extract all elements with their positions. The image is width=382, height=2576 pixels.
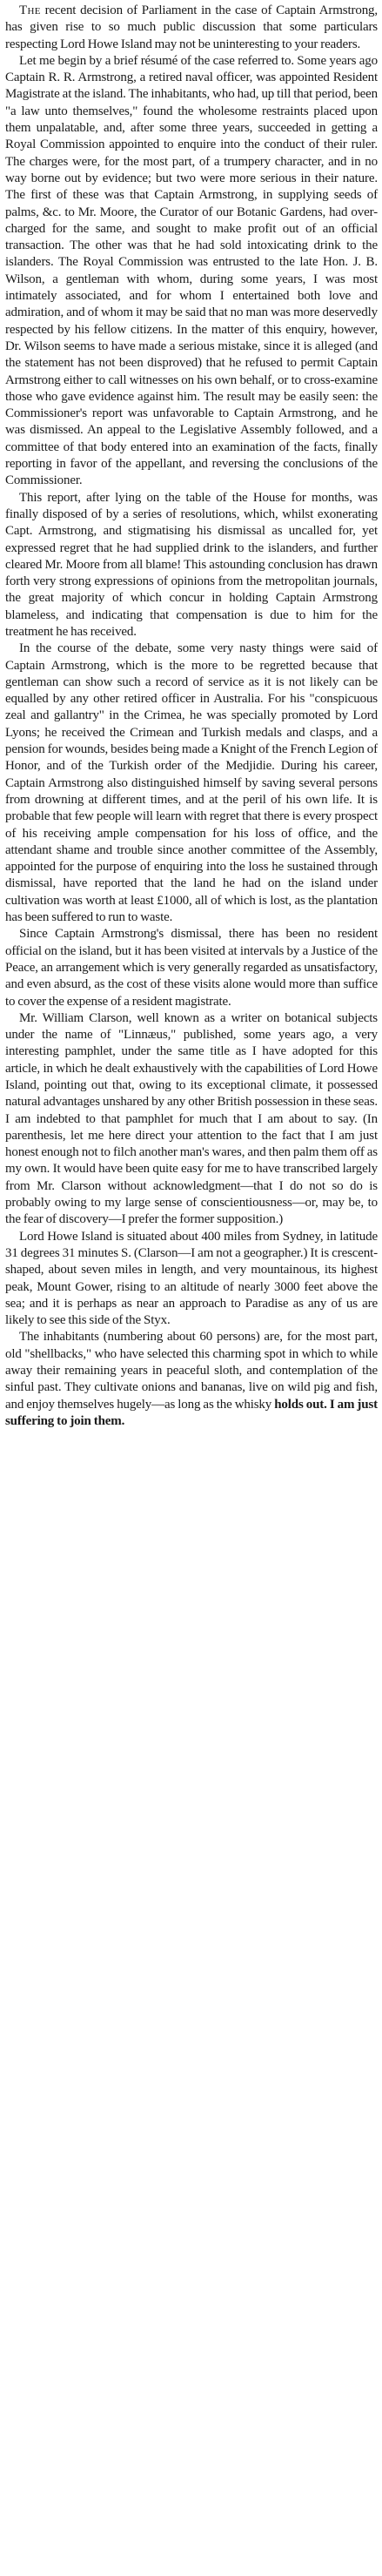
article-paragraph-8 [5,1329,378,1430]
paragraph-8-bold-ending: holds out. I am just suffering to join them. [5,1397,378,1428]
article-paragraph-6: Mr. William Clarson, well known as a writer on botanical subjects under the name of "Linnæus," published, some years ago, a very interesting pamphlet, under the same title as I have adopted for this article, in which he dealt exhaustively with the capabilities of Lord Howe Island, pointing out that, owing to its exceptional climate, it possessed natural advantages unshared by any other British possession in these seas. I am indebted to that pamphlet for much that I am about to say. (In parenthesis, let me here direct your attention to the fact that I am just honest enough not to filch another man's wares, and then palm them off as my own. It would have been quite easy for me to have transcribed largely from Mr. Clarson without acknowledgment—that I do not so do is probably owing to my large sense of conscientiousness—or, may be, to the fear of discovery—I prefer the former supposition.) [5,1010,378,1227]
article-paragraph-1 [5,3,378,53]
paragraph-8-text: The inhabitants (numbering about 60 persons) are, for the most part, old "shellbacks," who have selected this charming spot in which to while away their remaining years in peaceful sloth, and contemplation of the sinful past. They cultivate onions and bananas, live on wild pig and fish, and enjoy themselves hugely—as long as the whisky [5,1330,378,1412]
paragraph-1-text: recent decision of Parliament in the case of Captain Armstrong, has given rise to so much public discussion that some particulars respecting Lord Howe Island may not be uninteresting to your readers. [5,3,378,51]
article-paragraph-7: Lord Howe Island is situated about 400 miles from Sydney, in latitude 31 degrees 31 minutes S. (Clarson—I am not a geographer.) It is crescent-shaped, about seven miles in length, and very mountainous, its highest peak, Mount Gower, rising to an altitude of nearly 3000 feet above the sea; and it is perhaps as near an approach to Paradise as any of us are likely to see this side of the Styx. [5,1229,378,1328]
article-paragraph-3: This report, after lying on the table of the House for months, was finally disposed of by a series of resolutions, which, whilst exonerating Capt. Armstrong, and stigmatising his dismissal as uncalled for, yet expressed regret that he had supplied drink to the islanders, and further cleared Mr. Moore from all blame! This astounding conclusion has drawn forth very strong expressions of opinions from the metropolitan journals, the great majority of which concur in holding Captain Armstrong blameless, and indicating that compensation is due to him for the treatment he has received. [5,490,378,639]
article-paragraph-4: In the course of the debate, some very nasty things were said of Captain Armstrong, which is the more to be regretted because that gentleman can show such a record of service as it is not likely can be equalled by any other retired officer in Australia. For his "conspicuous zeal and gallantry" in the Crimea, he was specially promoted by Lord Lyons; he received the Crimean and Turkish medals and clasps, and a pension for wounds, besides being made a Knight of the French Legion of Honor, and of the Turkish order of the Medjidie. During his career, Captain Armstrong also distinguished himself by saving several persons from drowning at different times, and at the peril of his own life. It is probable that few people will learn with regret that there is every prospect of his receiving ample compensation for his loss of office, and the attendant shame and trouble since another committee of the Assembly, appointed for the purpose of enquiring into the loss he sustained through dismissal, have reported that the land he had on the island under cultivation was worth at least £1000, all of which is lost, as the plantation has been suffered to run to waste. [5,641,378,925]
opening-word: The [19,3,41,17]
article-paragraph-5: Since Captain Armstrong's dismissal, there has been no resident official on the island, but it has been visited at intervals by a Justice of the Peace, an arrangement which is very generally regarded as unsatisfactory, and even absurd, as the cost of these visits alone would more than suffice to cover the expense of a resident magistrate. [5,927,378,1009]
article-paragraph-2: Let me begin by a brief résumé of the case referred to. Some years ago Captain R. R. Armstrong, a retired naval officer, was appointed Resident Magistrate at the island. The inhabitants, who had, up till that period, been "a law unto themselves," found the wholesome restraints placed upon them unpalatable, and, after some three years, succeeded in getting a Royal Commission appointed to enquire into the conduct of their ruler. The charges were, for the most part, of a trumpery character, and in no way borne out by evidence; but two were more serious in their nature. The first of these was that Captain Armstrong, in supplying seeds of palms, &c. to Mr. Moore, the Curator of our Botanic Gardens, had over-charged for the same, and sought to make profit out of an official transaction. The other was that he had sold intoxicating drink to the islanders. The Royal Commission was entrusted to the late Hon. J. B. Wilson, a gentleman with whom, during some years, I was most intimately associated, and for whom I entertained both love and admiration, and of whom it may be said that no man was more deservedly respected by his fellow citizens. In the matter of this enquiry, however, Dr. Wilson seems to have made a serious mistake, since it is alleged (and the statement has not been disproved) that he refused to permit Captain Armstrong either to call witnesses on his own behalf, or to cross-examine those who gave evidence against him. The result may be easily seen: the Commissioner's report was unfavorable to Captain Armstrong, and he was dismissed. An appeal to the Legislative Assembly followed, and a committee of that body entered into an examination of the facts, finally reporting in favor of the appellant, and reversing the conclusions of the Commissioner. [5,53,378,488]
